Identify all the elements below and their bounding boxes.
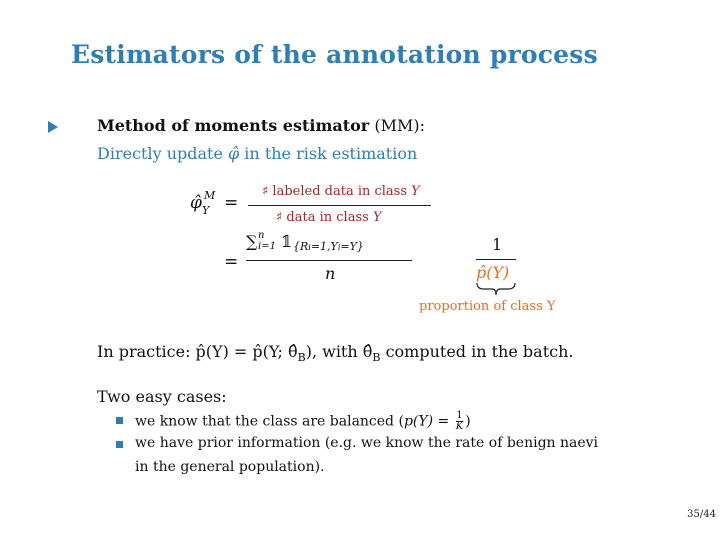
fraction1-den-text: ♯ data in class — [276, 210, 373, 225]
case-2-line2: in the general population). — [135, 459, 325, 475]
case-1 — [135, 411, 471, 432]
page-title: Estimators of the annotation process — [71, 40, 598, 69]
bullet-heading — [97, 116, 425, 135]
case-1-frac-num: 1 — [456, 410, 463, 421]
case-2-line1: we have prior information (e.g. we know the rate of benign naevi — [135, 435, 599, 451]
case-1-post: ) — [465, 413, 471, 430]
bullet-rest-text: (MM): — [369, 116, 425, 135]
bullet-subline — [97, 144, 417, 163]
phi-lhs — [190, 193, 202, 213]
case-1-pre: we know that the class are balanced ( — [135, 413, 404, 430]
equals-sign-2: = — [224, 252, 239, 272]
bullet-bold-text: Method of moments estimator — [97, 116, 370, 135]
cases-title: Two easy cases: — [97, 387, 227, 406]
fraction1-bar — [248, 205, 431, 206]
fraction1-num-var: Y — [411, 184, 420, 199]
square-bullet-icon — [116, 417, 123, 424]
indicator-cond-a: {R — [293, 240, 309, 253]
phi-lhs-sub: Y — [202, 204, 210, 217]
indicator-cond-c: =Y} — [340, 240, 364, 253]
case-1-frac-den: K — [455, 421, 464, 432]
sum-symbol: ∑ — [246, 232, 258, 251]
fraction3-bar — [476, 259, 516, 260]
case-1-fraction — [456, 411, 463, 432]
equals-sign-1: = — [224, 193, 239, 213]
practice-line — [97, 342, 573, 364]
page-number: 35/44 — [687, 509, 716, 520]
practice-sub1: B — [297, 351, 306, 365]
fraction3-den-text: p̂(Y) — [476, 263, 510, 282]
brace-label: proportion of class Y — [419, 299, 556, 314]
fraction3-numerator: 1 — [492, 235, 503, 254]
phi-symbol: φ̂ — [228, 144, 240, 163]
subline-pre: Directly update — [97, 144, 229, 163]
fraction1-denominator — [276, 210, 382, 225]
fraction3-denominator — [476, 263, 509, 282]
subline-post: in the risk estimation — [239, 144, 418, 163]
fraction2-denominator: n — [325, 264, 336, 283]
phi-lhs-symbol: φ̂ — [190, 193, 202, 213]
underbrace-icon — [476, 282, 516, 296]
sum-upper: n — [258, 230, 265, 241]
sum-lower: i=1 — [258, 241, 276, 252]
triangle-bullet-icon — [48, 121, 58, 133]
fraction1-num-text: ♯ labeled data in class — [262, 184, 412, 199]
practice-a: In practice: p̂(Y) = p̂(Y; θ̂ — [97, 342, 298, 361]
practice-sub2: B — [372, 351, 381, 365]
indicator-cond-b: =1,Y — [310, 240, 338, 253]
practice-c: computed in the batch. — [380, 342, 574, 361]
fraction1-den-var: Y — [372, 210, 382, 225]
indicator-condition: {Ri=1,Yi=Y} — [293, 240, 364, 253]
practice-b: ), with θ̂ — [305, 342, 373, 361]
phi-lhs-sup: M — [204, 189, 216, 202]
fraction2-bar — [246, 260, 412, 261]
fraction1-numerator — [262, 184, 420, 199]
indicator-symbol: 𝟙 — [281, 232, 293, 251]
square-bullet-icon — [116, 441, 123, 448]
case-1-math: p(Y) = — [403, 413, 454, 430]
